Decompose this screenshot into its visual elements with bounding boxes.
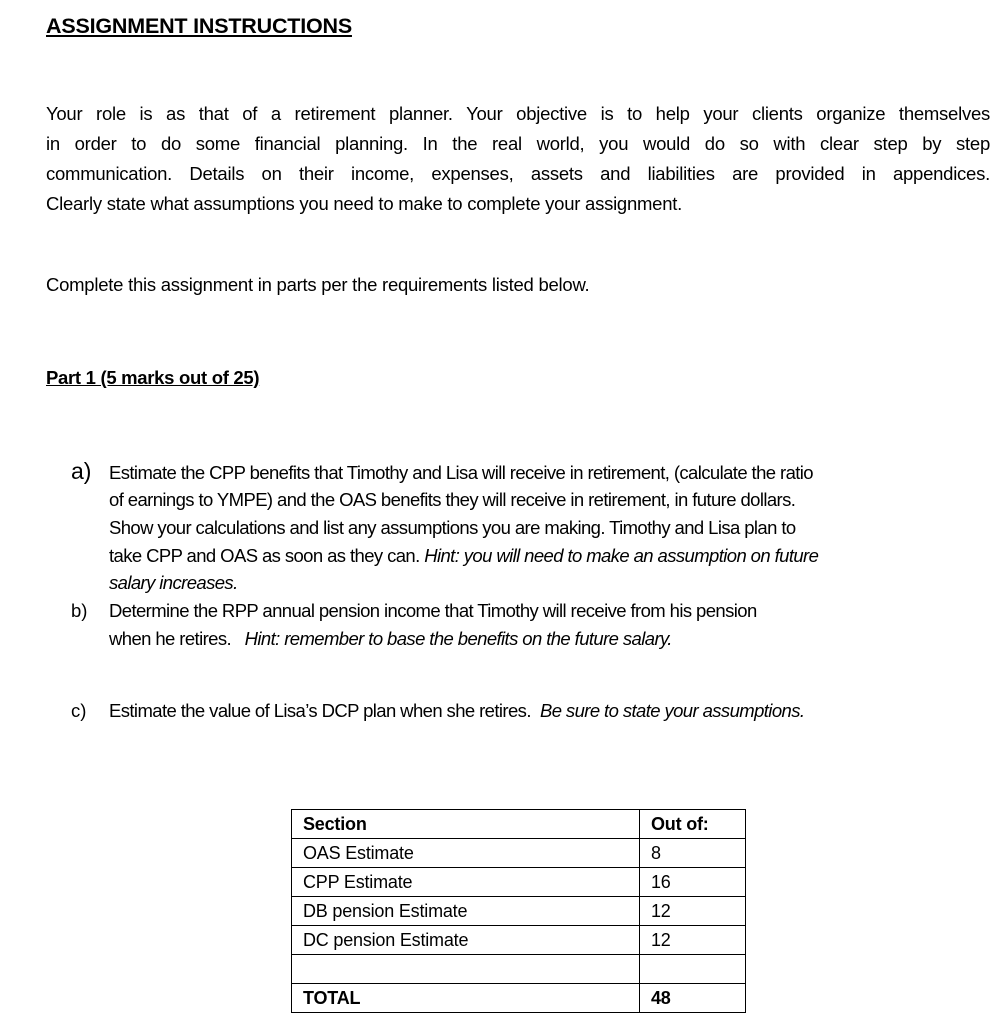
marks-cell: 12 — [640, 926, 746, 955]
intro-line: communication. Details on their income, expenses, assets and liabilities are provided in appendices. — [46, 163, 990, 184]
section-cell: DC pension Estimate — [292, 926, 640, 955]
item-line: of earnings to YMPE) and the OAS benefits they will receive in retirement, in future dollars. — [109, 489, 796, 510]
item-line — [109, 700, 804, 722]
complete-instruction: Complete this assignment in parts per the requirements listed below. — [46, 274, 590, 295]
intro-line: Clearly state what assumptions you need to make to complete your assignment. — [46, 193, 683, 214]
item-text: when he retires. — [109, 628, 245, 649]
header-section: Section — [292, 810, 640, 839]
hint-text: Hint: remember to base the benefits on the future salary. — [244, 628, 672, 649]
table-row — [292, 868, 746, 897]
page-heading: ASSIGNMENT INSTRUCTIONS — [46, 14, 352, 38]
hint-text: salary increases. — [109, 572, 238, 593]
total-value: 48 — [640, 984, 746, 1013]
header-out-of: Out of: — [640, 810, 746, 839]
item-label: c) — [71, 700, 87, 721]
item-line — [109, 628, 672, 650]
table-row — [292, 897, 746, 926]
total-label: TOTAL — [292, 984, 640, 1013]
hint-text: Be sure to state your assumptions. — [539, 700, 805, 721]
table-row-empty — [292, 955, 746, 984]
part1-heading: Part 1 (5 marks out of 25) — [46, 367, 260, 388]
intro-line: Your role is as that of a retirement planner. Your objective is to help your clients organize themselves — [46, 103, 990, 124]
section-cell: OAS Estimate — [292, 839, 640, 868]
intro-line: in order to do some financial planning. In the real world, you would do so with clear step by step — [46, 133, 990, 154]
marks-cell: 12 — [640, 897, 746, 926]
item-line — [109, 545, 818, 567]
table-row — [292, 926, 746, 955]
item-label: b) — [71, 600, 88, 621]
marks-cell — [640, 955, 746, 984]
section-cell: CPP Estimate — [292, 868, 640, 897]
marks-cell: 8 — [640, 839, 746, 868]
table-total-row — [292, 984, 746, 1013]
marks-table — [291, 809, 746, 1013]
section-cell: DB pension Estimate — [292, 897, 640, 926]
table-row — [292, 839, 746, 868]
item-line: Determine the RPP annual pension income that Timothy will receive from his pension — [109, 600, 757, 621]
table-header-row — [292, 810, 746, 839]
item-label: a) — [71, 458, 92, 484]
item-line: Estimate the CPP benefits that Timothy and Lisa will receive in retirement, (calculate the ratio — [109, 462, 813, 483]
item-text: Estimate the value of Lisa’s DCP plan when she retires. — [109, 700, 540, 721]
item-text: take CPP and OAS as soon as they can. — [109, 545, 425, 566]
marks-cell: 16 — [640, 868, 746, 897]
hint-text: Hint: you will need to make an assumption on future — [424, 545, 819, 566]
item-line — [109, 572, 238, 594]
item-line: Show your calculations and list any assumptions you are making. Timothy and Lisa plan to — [109, 517, 796, 538]
section-cell — [292, 955, 640, 984]
